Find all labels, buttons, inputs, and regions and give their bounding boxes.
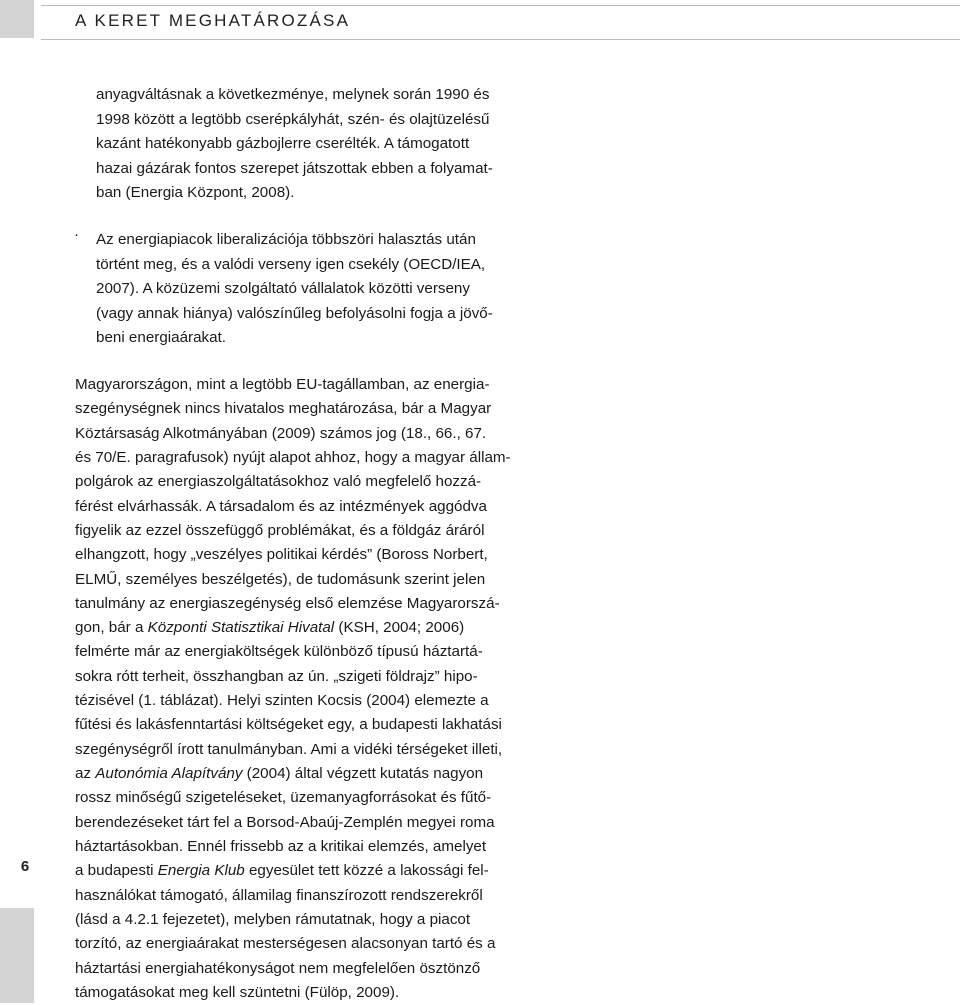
text-line: rossz minőségű szigeteléseket, üzemanyagforrásokat és fűtő- [75, 789, 492, 807]
bullet-item-liberalization [96, 228, 493, 351]
text-line [75, 762, 511, 786]
text-line: fűtési és lakásfenntartási költségeket egy, a budapesti lakhatási [75, 716, 502, 734]
text-span: (2004) által végzett kutatás nagyon [242, 765, 484, 782]
text-line: támogatásokat meg kell szüntetni (Fülöp, 2009). [75, 983, 400, 1001]
text-line: hazai gázárak fontos szerepet játszottak ebben a folyamat- [96, 159, 493, 177]
paragraph-continued [96, 83, 493, 206]
text-line [75, 616, 511, 640]
text-line: torzító, az energiaárakat mesterségesen alacsonyan tartó és a [75, 935, 496, 953]
text-line: ban (Energia Központ, 2008). [96, 184, 295, 202]
text-span: az [75, 765, 96, 782]
text-line: polgárok az energiaszolgáltatásokhoz való megfelelő hozzá- [75, 473, 482, 491]
text-line: szegénységnek nincs hivatalos meghatározása, bár a Magyar [75, 400, 492, 418]
text-line: 2007). A közüzemi szolgáltató vállalatok közötti verseny [96, 280, 470, 298]
text-line: szegénységről írott tanulmányban. Ami a vidéki térségeket illeti, [75, 740, 503, 758]
text-line: berendezéseket tárt fel a Borsod-Abaúj-Zemplén megyei roma [75, 813, 495, 831]
text-line: beni energiaárakat. [96, 329, 227, 347]
text-line: (vagy annak hiánya) valószínűleg befolyásolni fogja a jövő- [96, 304, 493, 322]
text-line: anyagváltásnak a következménye, melynek során 1990 és [96, 86, 490, 103]
text-line: és 70/E. paragrafusok) nyújt alapot ahhoz, hogy a magyar állam- [75, 448, 511, 466]
text-span: (KSH, 2004; 2006) [334, 619, 465, 637]
text-line: Az energiapiacok liberalizációja többszöri halasztás után [96, 231, 476, 248]
page-number: 6 [20, 858, 30, 875]
text-span: a budapesti [75, 862, 158, 880]
text-line: elhangzott, hogy „veszélyes politikai kérdés” (Boross Norbert, [75, 546, 488, 564]
text-line: Magyarországon, mint a legtöbb EU-tagállamban, az energia- [75, 376, 490, 393]
text-span: gon, bár a [75, 619, 148, 637]
text-line: történt meg, és a valódi verseny igen csekély (OECD/IEA, [96, 255, 486, 273]
text-line: tézisével (1. táblázat). Helyi szinten Kocsis (2004) elemezte a [75, 692, 489, 710]
text-span: egyesület tett közzé a lakossági fel- [244, 862, 489, 880]
bullet-marker: · [74, 226, 79, 243]
text-line: tanulmány az energiaszegénység első elemzése Magyarorszá- [75, 594, 500, 612]
page-margin-tab [0, 908, 34, 1003]
italic-term: Autonómia Alapítvány [95, 765, 243, 782]
text-line: Köztársaság Alkotmányában (2009) számos jog (18., 66., 67. [75, 424, 487, 442]
text-line: háztartási energiahatékonyságot nem megfelelően ösztönző [75, 959, 481, 977]
text-line: háztartásokban. Ennél frissebb az a kritikai elemzés, amelyet [75, 837, 487, 855]
text-line: figyelik az ezzel összefüggő problémákat, és a földgáz áráról [75, 521, 485, 539]
text-line: férést elvárhassák. A társadalom és az intézmények aggódva [75, 497, 487, 515]
text-line: 1998 között a legtöbb cserépkályhát, szén- és olajtüzelésű [96, 110, 490, 128]
text-line: sokra rótt terheit, összhangban az ún. „szigeti földrajz” hipo- [75, 667, 478, 685]
text-line [75, 859, 511, 883]
italic-term: Energia Klub [157, 862, 245, 880]
running-header-title: A KERET MEGHATÁROZÁSA [75, 11, 351, 30]
text-line: (lásd a 4.2.1 fejezetet), melyben rámutatnak, hogy a piacot [75, 910, 471, 928]
text-line: használókat támogató, államilag finanszírozott rendszerekről [75, 886, 483, 904]
paragraph-energy-poverty-hungary [75, 373, 511, 1005]
text-line: felmérte már az energiaköltségek különböző típusú háztartá- [75, 643, 483, 661]
italic-term: Központi Statisztikai Hivatal [147, 619, 335, 637]
text-line: kazánt hatékonyabb gázbojlerre cserélték. A támogatott [96, 135, 470, 153]
header-corner-block [0, 0, 34, 38]
text-line: ELMŰ, személyes beszélgetés), de tudomásunk szerint jelen [75, 570, 486, 588]
